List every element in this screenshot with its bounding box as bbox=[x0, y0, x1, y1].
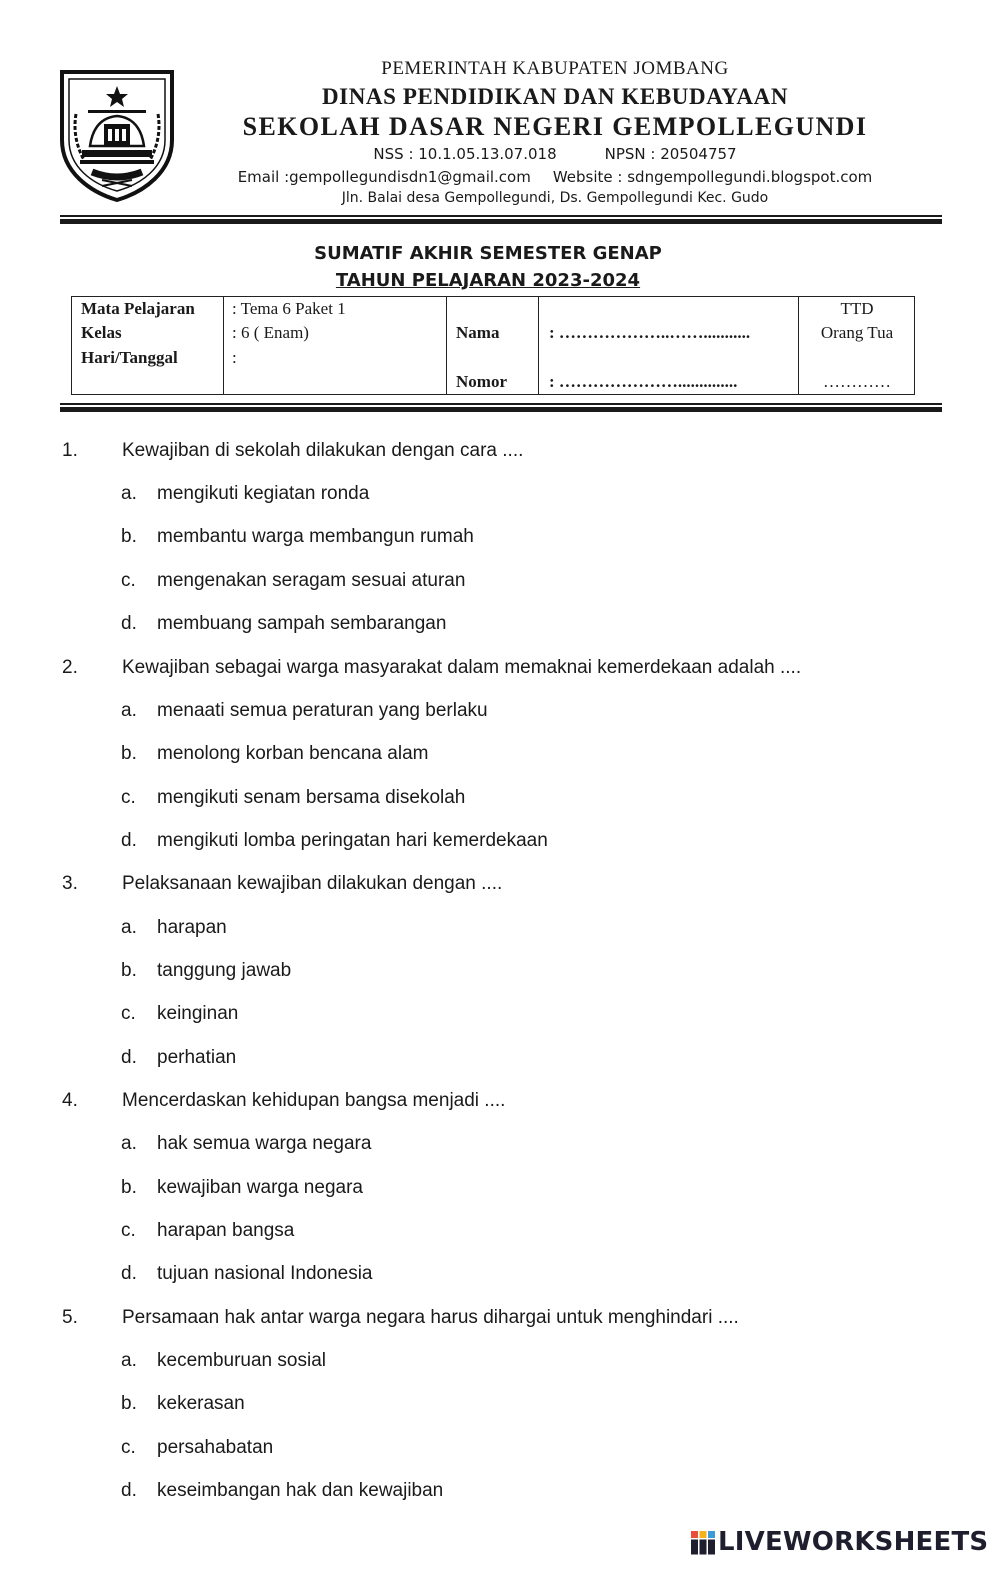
header-website: Website : sdngempollegundi.blogspot.com bbox=[552, 168, 873, 186]
subject-label: Mata Pelajaran bbox=[81, 299, 195, 318]
option-text[interactable]: menaati semua peraturan yang berlaku bbox=[157, 700, 488, 721]
question-text: Pelaksanaan kewajiban dilakukan dengan .... bbox=[122, 873, 503, 894]
option-text[interactable]: menolong korban bencana alam bbox=[157, 743, 429, 764]
header-address: Jln. Balai desa Gempollegundi, Ds. Gempollegundi Kec. Gudo bbox=[341, 190, 769, 206]
number-label: Nomor bbox=[456, 372, 507, 391]
exam-title: SUMATIF AKHIR SEMESTER GENAP bbox=[314, 243, 662, 264]
number-field[interactable]: : ………………….............. bbox=[549, 372, 738, 391]
identity-table bbox=[71, 296, 915, 395]
option-text[interactable]: hak semua warga negara bbox=[157, 1133, 372, 1154]
option-letter[interactable]: d. bbox=[121, 1263, 137, 1284]
option-letter[interactable]: b. bbox=[121, 743, 137, 764]
header-divider-thin bbox=[60, 215, 942, 217]
option-letter[interactable]: b. bbox=[121, 960, 137, 981]
question-number: 4. bbox=[62, 1090, 78, 1111]
option-letter[interactable]: d. bbox=[121, 830, 137, 851]
header-divider-thick bbox=[60, 219, 942, 224]
option-letter[interactable]: d. bbox=[121, 1047, 137, 1068]
class-value: : 6 ( Enam) bbox=[232, 323, 309, 342]
question-number: 3. bbox=[62, 873, 78, 894]
option-letter[interactable]: a. bbox=[121, 483, 137, 504]
option-text[interactable]: tanggung jawab bbox=[157, 960, 292, 981]
option-text[interactable]: mengikuti lomba peringatan hari kemerdekaan bbox=[157, 830, 548, 851]
table-divider-thick bbox=[60, 407, 942, 412]
option-text[interactable]: kekerasan bbox=[157, 1393, 245, 1414]
name-label: Nama bbox=[456, 323, 500, 342]
table-divider bbox=[446, 297, 447, 394]
question-text: Persamaan hak antar warga negara harus dihargai untuk menghindari .... bbox=[122, 1307, 739, 1328]
option-letter[interactable]: b. bbox=[121, 526, 137, 547]
option-text[interactable]: keseimbangan hak dan kewajiban bbox=[157, 1480, 444, 1501]
header-school-name: SEKOLAH DASAR NEGERI GEMPOLLEGUNDI bbox=[242, 112, 868, 141]
date-label: Hari/Tanggal bbox=[81, 348, 178, 367]
option-text[interactable]: harapan bbox=[157, 917, 227, 938]
option-letter[interactable]: c. bbox=[121, 1437, 136, 1458]
exam-year: TAHUN PELAJARAN 2023-2024 bbox=[335, 270, 641, 291]
option-letter[interactable]: a. bbox=[121, 1350, 137, 1371]
option-text[interactable]: membantu warga membangun rumah bbox=[157, 526, 474, 547]
signature-label: TTD bbox=[840, 299, 874, 318]
question-number: 1. bbox=[62, 440, 78, 461]
kabupaten-jombang-crest-icon bbox=[58, 68, 176, 204]
option-letter[interactable]: a. bbox=[121, 1133, 137, 1154]
option-text[interactable]: persahabatan bbox=[157, 1437, 274, 1458]
header-npsn: NPSN : 20504757 bbox=[604, 145, 737, 163]
option-text[interactable]: kewajiban warga negara bbox=[157, 1177, 363, 1198]
date-value[interactable]: : bbox=[232, 348, 237, 367]
watermark-text: LIVEWORKSHEETS bbox=[718, 1527, 989, 1557]
question-number: 5. bbox=[62, 1307, 78, 1328]
table-divider bbox=[538, 297, 539, 394]
option-text[interactable]: mengikuti senam bersama disekolah bbox=[157, 787, 466, 808]
question-number: 2. bbox=[62, 657, 78, 678]
header-nss: NSS : 10.1.05.13.07.018 bbox=[373, 145, 557, 163]
option-letter[interactable]: c. bbox=[121, 570, 136, 591]
table-divider-thin bbox=[60, 403, 942, 405]
question-text: Mencerdaskan kehidupan bangsa menjadi .... bbox=[122, 1090, 506, 1111]
header-email: Email :gempollegundisdn1@gmail.com bbox=[237, 168, 531, 186]
option-letter[interactable]: c. bbox=[121, 787, 136, 808]
header-department: DINAS PENDIDIKAN DAN KEBUDAYAAN bbox=[321, 84, 789, 109]
signature-field[interactable]: ………… bbox=[823, 372, 891, 391]
name-field[interactable]: : ………………..……........... bbox=[549, 323, 751, 342]
liveworksheets-logo-icon bbox=[690, 1530, 716, 1556]
option-text[interactable]: kecemburuan sosial bbox=[157, 1350, 326, 1371]
option-text[interactable]: tujuan nasional Indonesia bbox=[157, 1263, 373, 1284]
option-letter[interactable]: b. bbox=[121, 1393, 137, 1414]
option-letter[interactable]: a. bbox=[121, 700, 137, 721]
subject-value: : Tema 6 Paket 1 bbox=[232, 299, 346, 318]
option-text[interactable]: mengenakan seragam sesuai aturan bbox=[157, 570, 466, 591]
option-letter[interactable]: b. bbox=[121, 1177, 137, 1198]
header-contact bbox=[170, 168, 940, 186]
option-letter[interactable]: d. bbox=[121, 1480, 137, 1501]
option-text[interactable]: harapan bangsa bbox=[157, 1220, 295, 1241]
option-text[interactable]: keinginan bbox=[157, 1003, 239, 1024]
option-text[interactable]: mengikuti kegiatan ronda bbox=[157, 483, 370, 504]
option-text[interactable]: membuang sampah sembarangan bbox=[157, 613, 447, 634]
option-text[interactable]: perhatian bbox=[157, 1047, 237, 1068]
question-text: Kewajiban sebagai warga masyarakat dalam memaknai kemerdekaan adalah .... bbox=[122, 657, 802, 678]
option-letter[interactable]: d. bbox=[121, 613, 137, 634]
option-letter[interactable]: c. bbox=[121, 1220, 136, 1241]
option-letter[interactable]: c. bbox=[121, 1003, 136, 1024]
signature-label-parent: Orang Tua bbox=[820, 323, 894, 342]
table-divider bbox=[223, 297, 224, 394]
header-government: PEMERINTAH KABUPATEN JOMBANG bbox=[381, 58, 729, 79]
class-label: Kelas bbox=[81, 323, 122, 342]
liveworksheets-watermark[interactable] bbox=[690, 1527, 990, 1559]
question-text: Kewajiban di sekolah dilakukan dengan cara .... bbox=[122, 440, 524, 461]
option-letter[interactable]: a. bbox=[121, 917, 137, 938]
header-registration bbox=[170, 145, 940, 163]
